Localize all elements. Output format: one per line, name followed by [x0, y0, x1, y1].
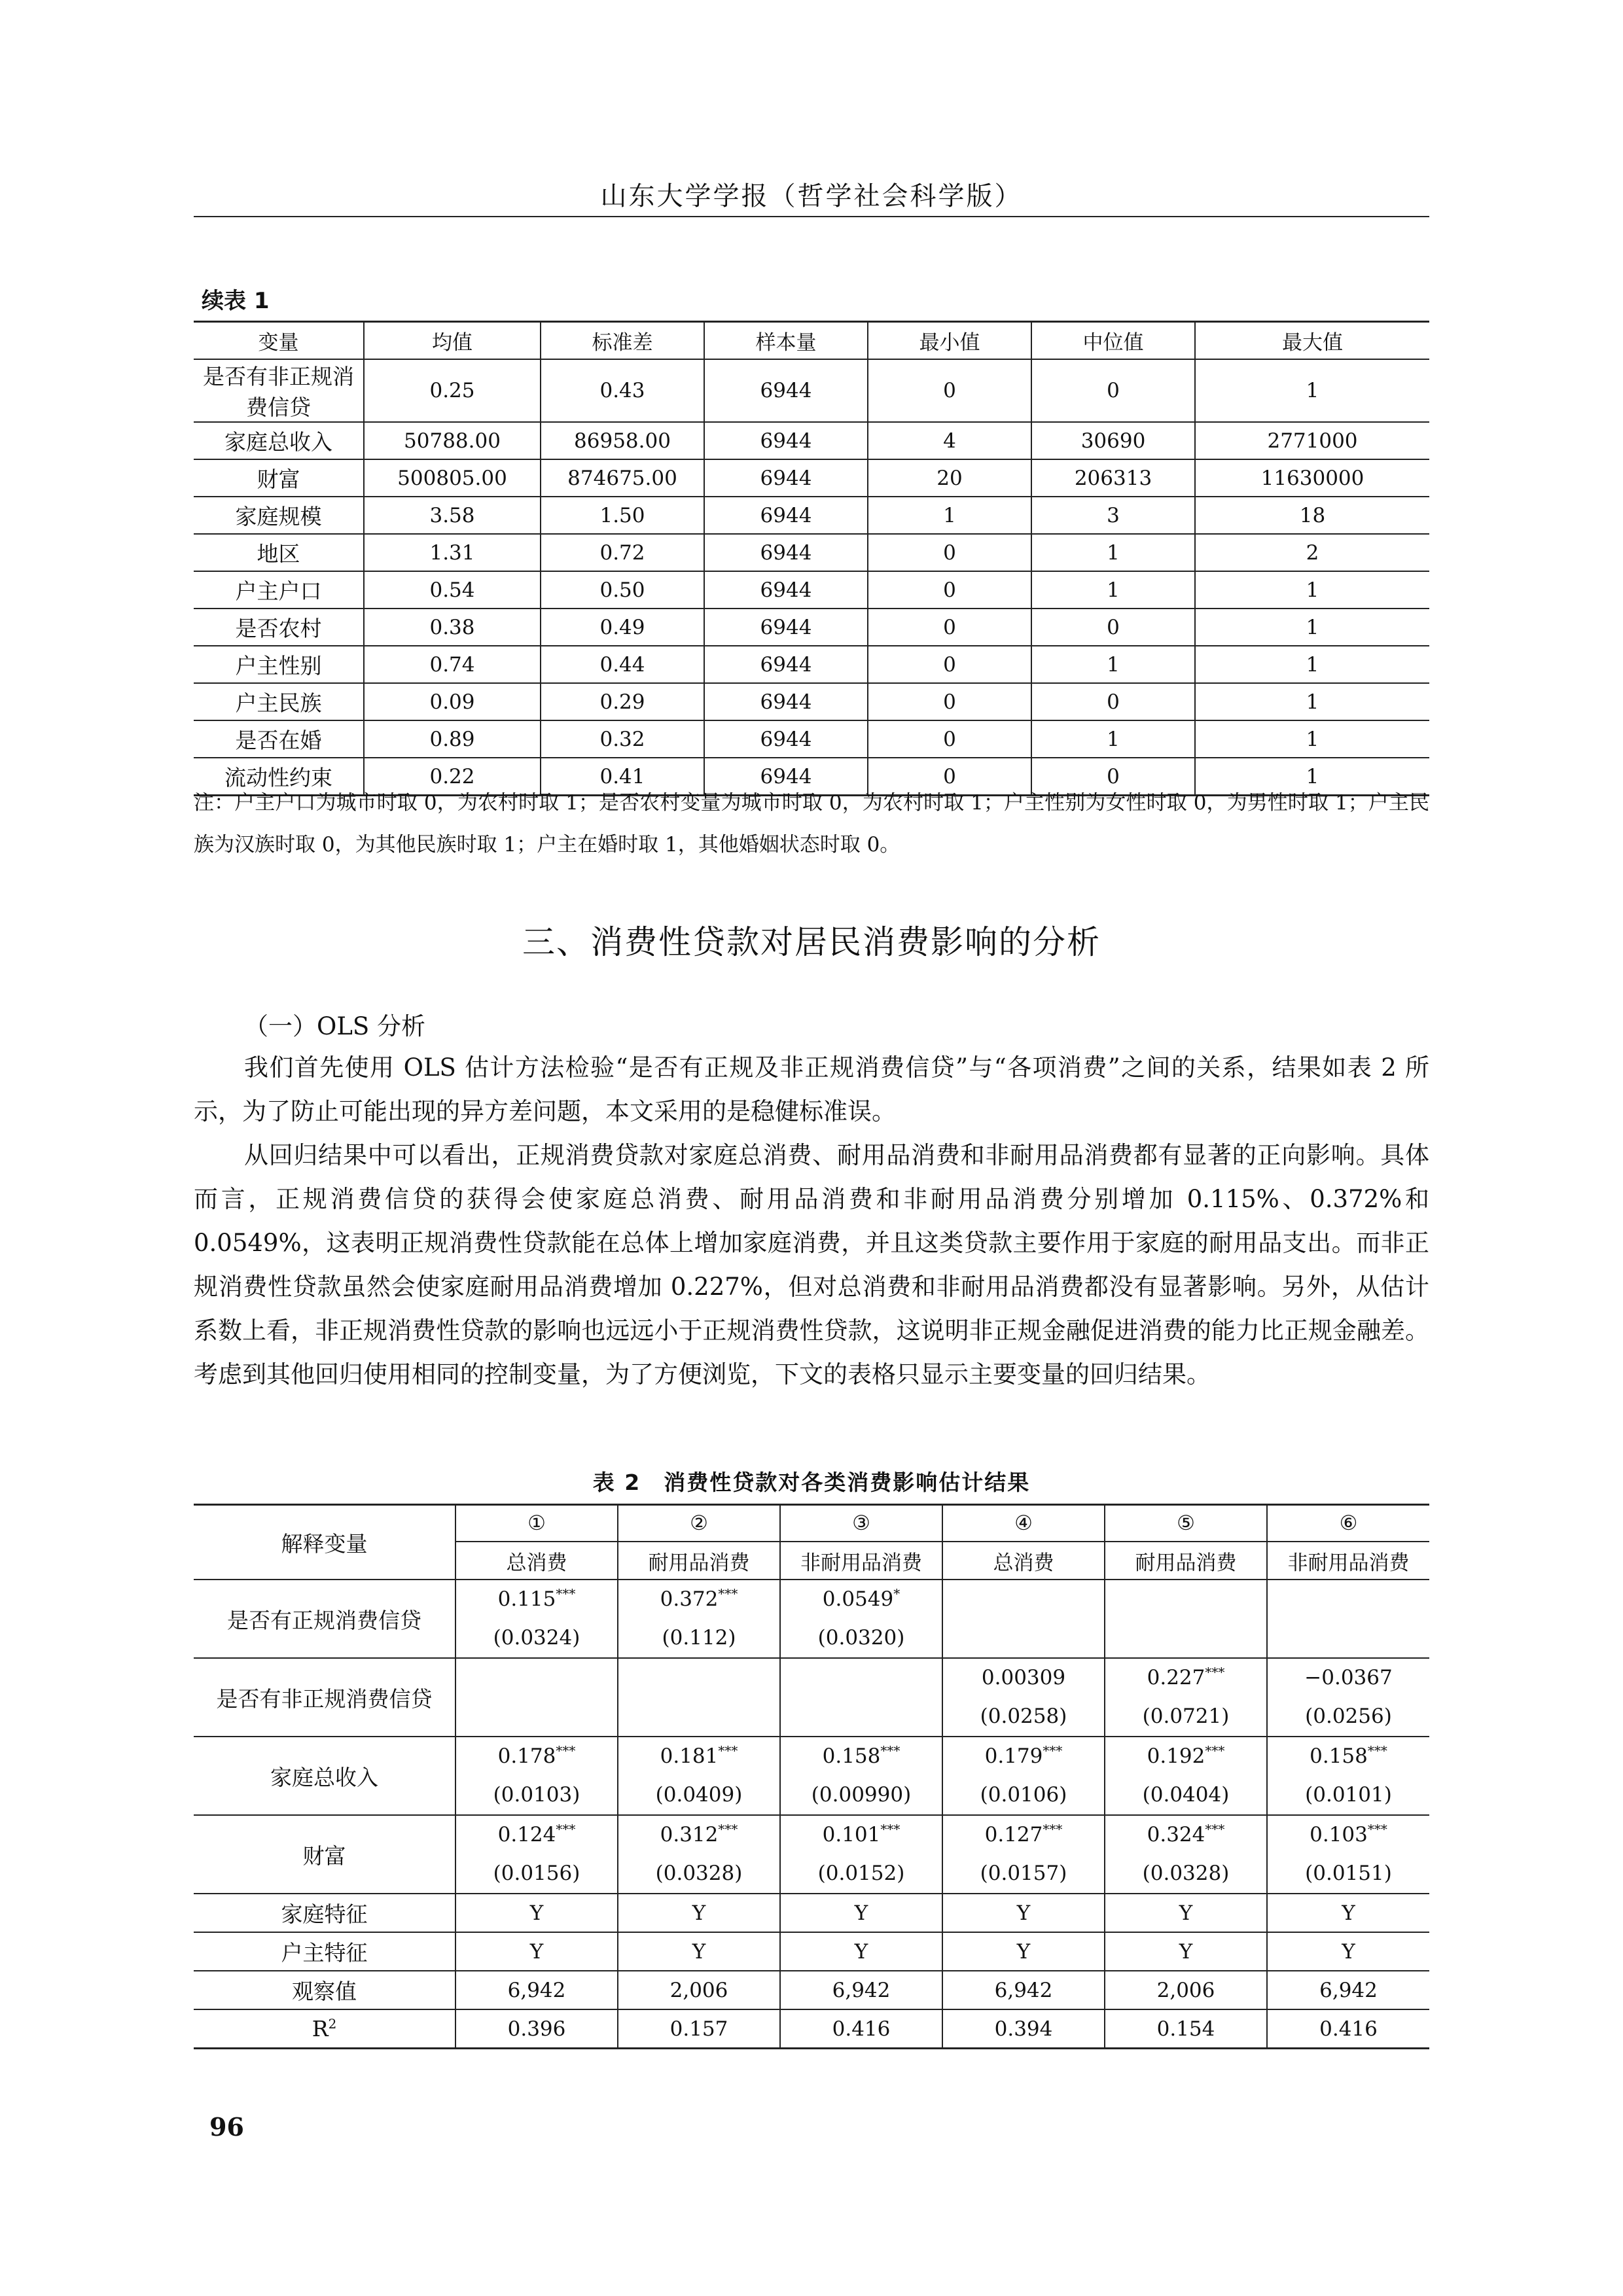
table-cell: 0.32 [541, 720, 704, 758]
row-label: 是否有正规消费信贷 [194, 1580, 455, 1658]
table-cell: 0.29 [541, 683, 704, 720]
model-label: 耐用品消费 [618, 1542, 780, 1580]
coefficient-cell [618, 1737, 780, 1815]
row-label: 户主民族 [235, 690, 322, 716]
table-cell: 6944 [704, 571, 868, 609]
significance-stars: *** [556, 1585, 576, 1602]
row-label: 观察值 [194, 1971, 455, 2009]
table1-header-cell: 最小值 [868, 322, 1031, 360]
coefficient-cell [942, 1815, 1105, 1894]
significance-stars: *** [1043, 1821, 1063, 1837]
table-cell: 0.22 [364, 758, 541, 796]
table1-summary-statistics [194, 321, 1429, 796]
table2-regression-results [194, 1504, 1429, 2049]
table-cell: 1 [1195, 646, 1429, 683]
row-label: 家庭总收入 [194, 1737, 455, 1815]
table1-caption: 续表 1 [202, 288, 270, 314]
table-cell: Y [455, 1932, 618, 1971]
table-cell: 0.25 [364, 359, 541, 422]
coefficient-cell [780, 1737, 942, 1815]
model-label: 非耐用品消费 [1267, 1542, 1429, 1580]
row-informal-credit [194, 1658, 1429, 1737]
coefficient: 0.127*** [984, 1821, 1063, 1846]
table-cell: 0 [868, 359, 1031, 422]
significance-stars: *** [880, 1821, 901, 1837]
table-cell: Y [942, 1894, 1105, 1932]
standard-error: (0.0328) [1142, 1862, 1230, 1885]
table1-header-cell: 变量 [258, 331, 299, 355]
table-cell: 1.31 [364, 534, 541, 571]
table-cell: 1 [1031, 646, 1195, 683]
coefficient-cell [942, 1737, 1105, 1815]
table-cell: 2 [1195, 534, 1429, 571]
table-cell: 0 [868, 571, 1031, 609]
table-cell: Y [1267, 1894, 1429, 1932]
significance-stars: *** [880, 1742, 901, 1759]
model-label: 耐用品消费 [1105, 1542, 1267, 1580]
table-cell: 0 [868, 758, 1031, 796]
coefficient-cell [1105, 1658, 1267, 1737]
coefficient-cell [618, 1580, 780, 1658]
table1-header-cell: 均值 [364, 322, 541, 360]
subsection-heading: （一）OLS 分析 [244, 1012, 426, 1040]
coefficient-cell [618, 1658, 780, 1737]
table-row [194, 683, 1429, 720]
row-label: 户主特征 [194, 1932, 455, 1971]
table-cell: 1 [1195, 758, 1429, 796]
standard-error: (0.0151) [1305, 1862, 1392, 1885]
coefficient-cell [1267, 1737, 1429, 1815]
table-cell: 86958.00 [541, 422, 704, 459]
table-cell: 0.396 [455, 2009, 618, 2049]
coefficient-cell [780, 1580, 942, 1658]
standard-error: (0.00990) [811, 1783, 912, 1807]
table-cell: 6944 [704, 359, 868, 422]
row-label: 家庭规模 [235, 504, 322, 529]
table2-model-number-row [194, 1505, 1429, 1542]
table-cell: 0.38 [364, 609, 541, 646]
coefficient-cell [942, 1658, 1105, 1737]
table-cell: 6944 [704, 609, 868, 646]
row-label: 户主户口 [235, 578, 322, 604]
row-label: 是否有非正规消费信贷 [194, 1658, 455, 1737]
standard-error: (0.0101) [1305, 1783, 1392, 1807]
coefficient-cell [618, 1815, 780, 1894]
coefficient-cell [780, 1815, 942, 1894]
header-rule [194, 216, 1429, 217]
significance-stars: *** [556, 1821, 576, 1837]
table-cell: 1 [1195, 720, 1429, 758]
table-cell: 0 [868, 646, 1031, 683]
standard-error: (0.0328) [655, 1862, 743, 1885]
table-cell: 2771000 [1195, 422, 1429, 459]
table-cell: 0 [1031, 609, 1195, 646]
model-number: ① [455, 1505, 618, 1542]
row-head-characteristics [194, 1932, 1429, 1971]
table-cell: Y [618, 1932, 780, 1971]
table-cell: 0.416 [780, 2009, 942, 2049]
table-row [194, 422, 1429, 459]
table-row [194, 609, 1429, 646]
coefficient-cell [1105, 1815, 1267, 1894]
table-cell: Y [780, 1894, 942, 1932]
table1-note: 注：户主户口为城市时取 0，为农村时取 1；是否农村变量为城市时取 0，为农村时取 1；户主性别为女性时取 0，为男性时取 1；户主民族为汉族时取 0，为其他民族时取 1；户主在婚时取 1，其他婚姻状态时取 0。 [194, 791, 1429, 857]
standard-error: (0.0152) [817, 1862, 905, 1885]
standard-error: (0.0320) [817, 1626, 905, 1650]
row-observations [194, 1971, 1429, 2009]
table-cell: Y [618, 1894, 780, 1932]
significance-stars: *** [556, 1742, 576, 1759]
coefficient-cell [455, 1658, 618, 1737]
significance-stars: * [893, 1585, 901, 1602]
table-cell: 0 [868, 683, 1031, 720]
table-cell: Y [455, 1894, 618, 1932]
table-cell: 0 [868, 720, 1031, 758]
table-cell: 0 [1031, 683, 1195, 720]
table-cell: 6944 [704, 534, 868, 571]
coefficient: 0.101*** [822, 1821, 901, 1846]
table-row [194, 459, 1429, 497]
table-cell: 2,006 [618, 1971, 780, 2009]
standard-error: (0.0409) [655, 1783, 743, 1807]
row-label: 是否在婚 [235, 728, 322, 753]
coefficient-cell [780, 1658, 942, 1737]
table-cell: 0 [868, 609, 1031, 646]
significance-stars: *** [718, 1585, 738, 1602]
coefficient: 0.179*** [984, 1742, 1063, 1768]
table-cell: 3 [1031, 497, 1195, 534]
table-cell: 4 [868, 422, 1031, 459]
standard-error: (0.0156) [493, 1862, 580, 1885]
table-cell: 3.58 [364, 497, 541, 534]
standard-error: (0.112) [662, 1626, 736, 1650]
coefficient: 0.158*** [822, 1742, 901, 1768]
table-cell: 11630000 [1195, 459, 1429, 497]
model-number: ⑤ [1105, 1505, 1267, 1542]
table-cell: 6944 [704, 422, 868, 459]
table-cell: 6,942 [942, 1971, 1105, 2009]
table-cell: 0.44 [541, 646, 704, 683]
coefficient: 0.115*** [497, 1585, 576, 1611]
table-row [194, 359, 1429, 422]
coefficient: 0.372*** [660, 1585, 738, 1611]
table-cell: 0.49 [541, 609, 704, 646]
standard-error: (0.0103) [493, 1783, 580, 1807]
significance-stars: *** [1367, 1742, 1387, 1759]
table-cell: 0 [1031, 359, 1195, 422]
table-cell: 6944 [704, 497, 868, 534]
table-cell: 6944 [704, 683, 868, 720]
superscript: 2 [328, 2016, 337, 2032]
coefficient: 0.158*** [1310, 1742, 1387, 1768]
table-cell: 874675.00 [541, 459, 704, 497]
row-label: 是否农村 [235, 616, 322, 641]
table-cell: 20 [868, 459, 1031, 497]
significance-stars: *** [718, 1821, 738, 1837]
table-cell: 50788.00 [364, 422, 541, 459]
table-cell: 0.43 [541, 359, 704, 422]
table-cell: 2,006 [1105, 1971, 1267, 2009]
table-cell: 0.74 [364, 646, 541, 683]
table1-body [194, 359, 1429, 796]
table-cell: 6,942 [455, 1971, 618, 2009]
table-cell: 1 [868, 497, 1031, 534]
coefficient: 0.227*** [1147, 1664, 1225, 1689]
coefficient-cell [455, 1737, 618, 1815]
standard-error: (0.0404) [1142, 1783, 1230, 1807]
coefficient: 0.0549* [822, 1585, 901, 1611]
section-heading: 三、消费性贷款对居民消费影响的分析 [522, 923, 1101, 961]
model-number: ④ [942, 1505, 1105, 1542]
table1-header-cell: 标准差 [541, 322, 704, 360]
standard-error: (0.0256) [1305, 1704, 1392, 1728]
significance-stars: *** [1367, 1821, 1387, 1837]
table-row [194, 534, 1429, 571]
row-label: 财富 [194, 1815, 455, 1894]
significance-stars: *** [1205, 1742, 1225, 1759]
table-cell: 1 [1031, 534, 1195, 571]
running-header: 山东大学学报（哲学社会科学版） [600, 181, 1023, 211]
row-label: 是否有非正规消费信贷 [203, 364, 354, 420]
model-label: 总消费 [942, 1542, 1105, 1580]
table-cell: 1 [1031, 571, 1195, 609]
table-cell: 0.89 [364, 720, 541, 758]
table-cell: 0.416 [1267, 2009, 1429, 2049]
coefficient: 0.324*** [1147, 1821, 1225, 1846]
table-cell: 0.09 [364, 683, 541, 720]
significance-stars: *** [718, 1742, 738, 1759]
significance-stars: *** [1043, 1742, 1063, 1759]
table-cell: Y [942, 1932, 1105, 1971]
table-cell: Y [1267, 1932, 1429, 1971]
coefficient-cell [1267, 1658, 1429, 1737]
table2-stub-header: 解释变量 [194, 1505, 455, 1580]
table-cell: 6944 [704, 459, 868, 497]
row-household-income [194, 1737, 1429, 1815]
table-cell: 1 [1195, 683, 1429, 720]
table2-body [194, 1505, 1429, 2049]
standard-error: (0.0258) [980, 1704, 1067, 1728]
table1-header-cell: 中位值 [1031, 322, 1195, 360]
model-number: ⑥ [1267, 1505, 1429, 1542]
row-label: 财富 [257, 467, 300, 492]
body-paragraph-2: 从回归结果中可以看出，正规消费贷款对家庭总消费、耐用品消费和非耐用品消费都有显著的正向影响。具体而言，正规消费信贷的获得会使家庭总消费、耐用品消费和非耐用品消费分别增加 0.115%、0.372%和 0.0549%，这表明正规消费性贷款能在总体上增加家庭消费，并且这类贷款主要作用于家庭的耐用品支出。而非正规消费性贷款虽然会使家庭耐用品消费增加 0.227%，但对总消费和非耐用品消费都没有显著影响。另外，从估计系数上看，非正规消费性贷款的影响也远远小于正规消费性贷款，这说明非正规金融促进消费的能力比正规金融差。考虑到其他回归使用相同的控制变量，为了方便浏览，下文的表格只显示主要变量的回归结果。 [194, 1141, 1429, 1388]
table-row [194, 571, 1429, 609]
table1-header-cell: 样本量 [704, 322, 868, 360]
table-cell: 6944 [704, 646, 868, 683]
standard-error: (0.0106) [980, 1783, 1067, 1807]
row-label: 地区 [257, 541, 300, 567]
table-cell: 18 [1195, 497, 1429, 534]
significance-stars: *** [1205, 1664, 1225, 1680]
model-label: 非耐用品消费 [780, 1542, 942, 1580]
table-cell: Y [780, 1932, 942, 1971]
row-family-characteristics [194, 1894, 1429, 1932]
row-label: 流动性约束 [224, 765, 332, 790]
table-cell: 1.50 [541, 497, 704, 534]
standard-error: (0.0157) [980, 1862, 1067, 1885]
model-label: 总消费 [455, 1542, 618, 1580]
coefficient: 0.124*** [497, 1821, 576, 1846]
coefficient: 0.00309 [981, 1666, 1066, 1689]
row-label: $R^2$ [194, 2009, 455, 2049]
body-paragraph-1: 我们首先使用 OLS 估计方法检验“是否有正规及非正规消费信贷”与“各项消费”之间的关系，结果如表 2 所示，为了防止可能出现的异方差问题，本文采用的是稳健标准误。 [194, 1053, 1429, 1125]
table-cell: 0 [868, 534, 1031, 571]
row-wealth [194, 1815, 1429, 1894]
table1-header-row [194, 322, 1429, 360]
coefficient: 0.178*** [497, 1742, 576, 1768]
table-cell: 6944 [704, 758, 868, 796]
significance-stars: *** [1205, 1821, 1225, 1837]
table-cell: 0.50 [541, 571, 704, 609]
table-cell: 0.54 [364, 571, 541, 609]
row-label: 户主性别 [235, 653, 322, 679]
coefficient: 0.181*** [660, 1742, 738, 1768]
coefficient-cell [455, 1815, 618, 1894]
table-row [194, 720, 1429, 758]
model-number: ③ [780, 1505, 942, 1542]
coefficient: 0.103*** [1310, 1821, 1387, 1846]
standard-error: (0.0324) [493, 1626, 580, 1650]
table-cell: 6,942 [780, 1971, 942, 2009]
coefficient-cell [1267, 1580, 1429, 1658]
model-number: ② [618, 1505, 780, 1542]
table-cell: 500805.00 [364, 459, 541, 497]
coefficient: −0.0367 [1304, 1666, 1393, 1689]
table-cell: 0.72 [541, 534, 704, 571]
table2-caption: 表 2 消费性贷款对各类消费影响估计结果 [592, 1470, 1031, 1495]
table-cell: Y [1105, 1932, 1267, 1971]
table-cell: 1 [1195, 609, 1429, 646]
page-number: 96 [209, 2112, 244, 2142]
row-label: 家庭特征 [194, 1894, 455, 1932]
table-cell: 0.394 [942, 2009, 1105, 2049]
table-cell: 30690 [1031, 422, 1195, 459]
coefficient-cell [942, 1580, 1105, 1658]
row-r-squared [194, 2009, 1429, 2049]
coefficient-cell [1105, 1737, 1267, 1815]
table-cell: Y [1105, 1894, 1267, 1932]
table-cell: 0 [1031, 758, 1195, 796]
table-cell: 6,942 [1267, 1971, 1429, 2009]
table-cell: 1 [1195, 571, 1429, 609]
table-cell: 1 [1031, 720, 1195, 758]
table-cell: 206313 [1031, 459, 1195, 497]
coefficient: 0.312*** [660, 1821, 738, 1846]
table-cell: 0.41 [541, 758, 704, 796]
table1-header-cell: 最大值 [1195, 322, 1429, 360]
coefficient: 0.192*** [1147, 1742, 1225, 1768]
table-cell: 6944 [704, 720, 868, 758]
table-cell: 0.154 [1105, 2009, 1267, 2049]
coefficient-cell [455, 1580, 618, 1658]
table-row [194, 646, 1429, 683]
table-cell: 1 [1195, 359, 1429, 422]
standard-error: (0.0721) [1142, 1704, 1230, 1728]
coefficient-cell [1105, 1580, 1267, 1658]
row-label: 家庭总收入 [224, 429, 332, 455]
table-row [194, 497, 1429, 534]
row-formal-credit [194, 1580, 1429, 1658]
table-cell: 0.157 [618, 2009, 780, 2049]
coefficient-cell [1267, 1815, 1429, 1894]
